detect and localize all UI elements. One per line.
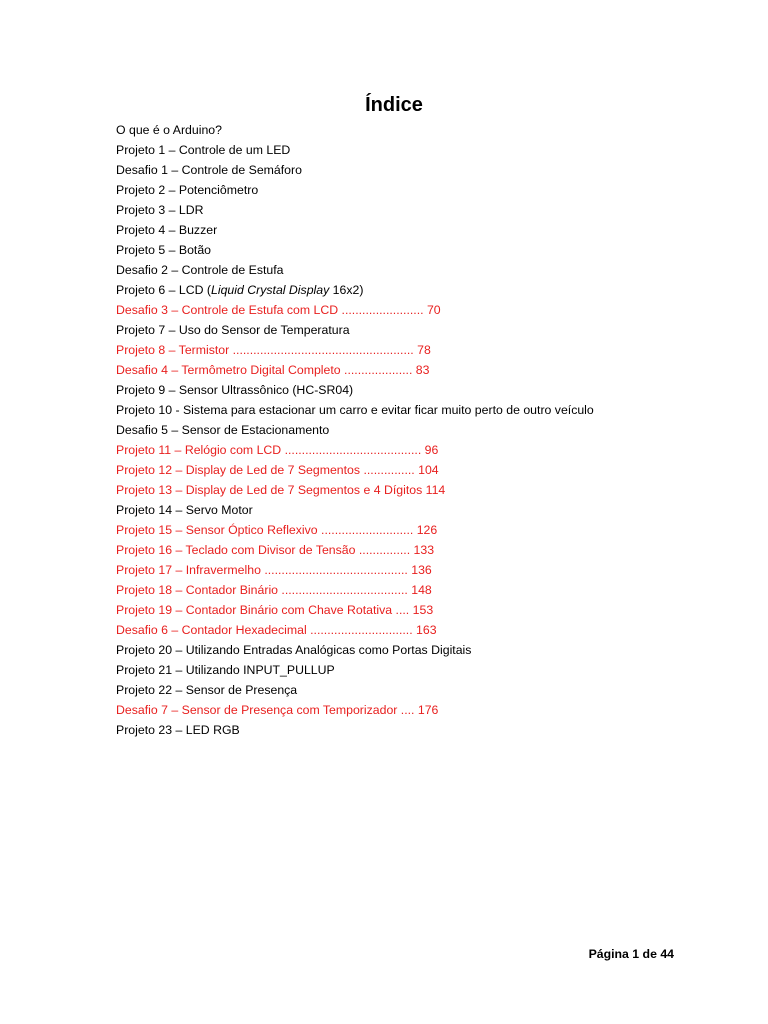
toc-entry: Projeto 9 – Sensor Ultrassônico (HC-SR04) [116,383,354,397]
toc-link[interactable]: Desafio 3 – Controle de Estufa com LCD ........................ 70 [116,303,441,317]
toc-entry: Projeto 4 – Buzzer [116,223,218,237]
toc-link[interactable]: Projeto 15 – Sensor Óptico Reflexivo ........................... 126 [116,523,438,537]
toc-entry-text: 16x2) [329,283,364,297]
toc-entry-italic-text: Liquid Crystal Display [211,283,330,297]
toc-link[interactable]: Projeto 12 – Display de Led de 7 Segmentos ............... 104 [116,463,439,477]
toc-entry: Projeto 22 – Sensor de Presença [116,683,298,697]
toc-entry: Projeto 10 - Sistema para estacionar um carro e evitar ficar muito perto de outro veículo [116,403,594,417]
toc-entry [116,280,594,300]
toc-entry: Projeto 21 – Utilizando INPUT_PULLUP [116,663,335,677]
toc-entry: Projeto 3 – LDR [116,203,204,217]
toc-link[interactable]: Projeto 19 – Contador Binário com Chave Rotativa .... 153 [116,603,434,617]
toc-entry: Projeto 7 – Uso do Sensor de Temperatura [116,323,350,337]
toc-entry: Projeto 5 – Botão [116,243,212,257]
toc-entry: Projeto 20 – Utilizando Entradas Analógicas como Portas Digitais [116,643,472,657]
toc-link[interactable]: Projeto 17 – Infravermelho .......................................... 136 [116,563,432,577]
toc-link[interactable]: Desafio 6 – Contador Hexadecimal .............................. 163 [116,623,437,637]
page-title: Índice [365,94,423,116]
toc-entry: O que é o Arduino? [116,123,222,137]
toc-entry: Projeto 23 – LED RGB [116,723,240,737]
toc-entry: Desafio 1 – Controle de Semáforo [116,163,302,177]
toc-link[interactable]: Desafio 4 – Termômetro Digital Completo .................... 83 [116,363,430,377]
toc-link[interactable]: Projeto 13 – Display de Led de 7 Segmentos e 4 Dígitos 114 [116,483,446,497]
page-number: Página 1 de 44 [588,947,674,961]
toc-link[interactable]: Projeto 16 – Teclado com Divisor de Tensão ............... 133 [116,543,435,557]
toc-entry-text: Projeto 6 – LCD ( [116,283,212,297]
toc-link[interactable]: Desafio 7 – Sensor de Presença com Temporizador .... 176 [116,703,439,717]
toc-entry: Projeto 2 – Potenciômetro [116,183,259,197]
toc-entry: Desafio 2 – Controle de Estufa [116,263,284,277]
toc-entry: Projeto 14 – Servo Motor [116,503,253,517]
toc-link[interactable]: Projeto 8 – Termistor ..................................................... 78 [116,343,431,357]
table-of-contents [116,120,594,740]
toc-link[interactable]: Projeto 18 – Contador Binário ..................................... 148 [116,583,432,597]
toc-entry: Desafio 5 – Sensor de Estacionamento [116,423,330,437]
toc-entry: Projeto 1 – Controle de um LED [116,143,291,157]
toc-link[interactable]: Projeto 11 – Relógio com LCD ........................................ 96 [116,443,439,457]
